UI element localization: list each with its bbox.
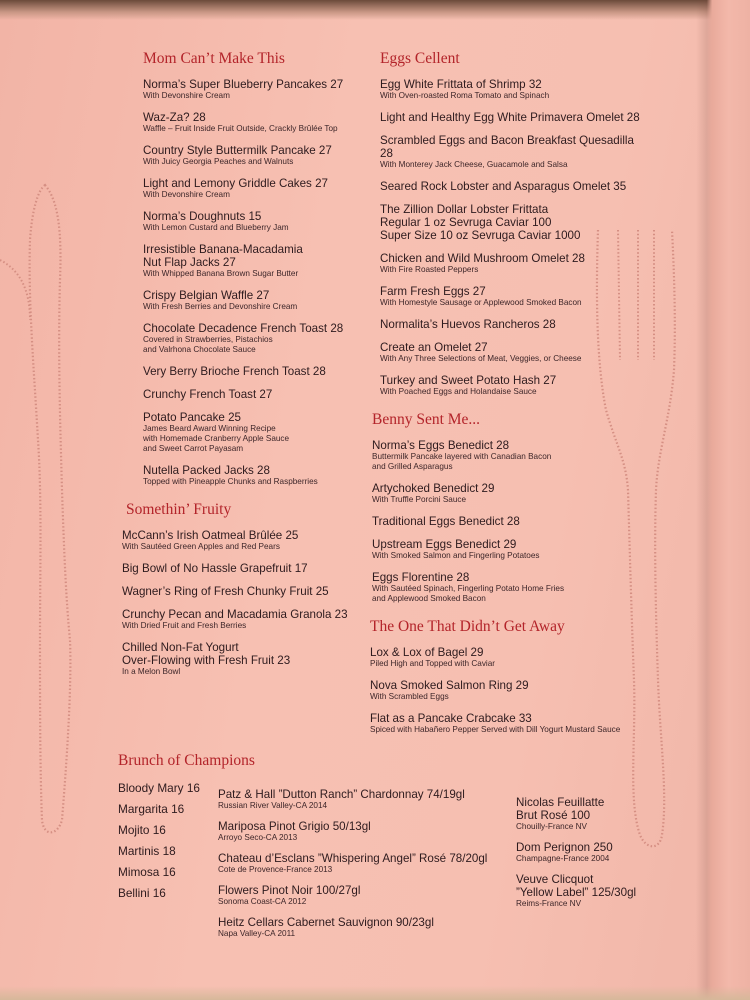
- menu-item: [143, 144, 350, 167]
- menu-item: [380, 180, 650, 193]
- menu-item-name: Scrambled Eggs and Bacon Breakfast Quesadilla 28: [380, 134, 634, 160]
- menu-item-name: Lox & Lox of Bagel 29: [370, 646, 484, 659]
- menu-item: [372, 515, 650, 528]
- menu-item-name: Norma’s Eggs Benedict 28: [372, 439, 510, 452]
- menu-item-desc: Spiced with Habañero Pepper Served with Dill Yogurt Mustard Sauce: [370, 725, 621, 734]
- menu-item: [372, 538, 650, 561]
- menu-item-desc: With Poached Eggs and Holandaise Sauce: [380, 387, 537, 396]
- menu-item-desc: With Scrambled Eggs: [370, 692, 449, 701]
- menu-item: [143, 243, 350, 279]
- menu-item-name: Norma’s Super Blueberry Pancakes 27: [143, 78, 344, 91]
- menu-list-eggs: [380, 78, 650, 397]
- menu-item-name: The Zillion Dollar Lobster Frittata Regular 1 oz Sevruga Caviar 100 Super Size 10 oz Sevruga Caviar 1000: [380, 203, 581, 242]
- section-title-champions: Brunch of Champions: [118, 752, 255, 769]
- menu-item: [122, 641, 350, 677]
- section-title-benny: Benny Sent Me...: [372, 411, 481, 428]
- section-title-away: The One That Didn’t Get Away: [370, 618, 565, 635]
- wine-name: Patz & Hall ”Dutton Ranch” Chardonnay 74/19gl: [218, 788, 465, 801]
- cocktail-item: Bloody Mary 16: [118, 781, 200, 795]
- wine-name: Flowers Pinot Noir 100/27gl: [218, 884, 361, 897]
- wine-item: [516, 796, 676, 832]
- menu-item-name: Egg White Frittata of Shrimp 32: [380, 78, 542, 91]
- menu-item: [372, 439, 650, 472]
- menu-item-name: Big Bowl of No Hassle Grapefruit 17: [122, 562, 308, 575]
- menu-item-desc: With Fire Roasted Peppers: [380, 265, 479, 274]
- menu-item-desc: With Whipped Banana Brown Sugar Butter: [143, 269, 299, 278]
- menu-item-name: Light and Healthy Egg White Primavera Omelet 28: [380, 111, 640, 124]
- page-right-fold: [696, 0, 750, 1000]
- page-bottom-edge: [0, 986, 750, 1000]
- menu-item-desc: With Monterey Jack Cheese, Guacamole and Salsa: [380, 160, 568, 169]
- menu-item: [380, 134, 650, 170]
- wine-origin: Chouilly-France NV: [516, 822, 587, 831]
- menu-item: [143, 111, 350, 134]
- cocktail-item: Mojito 16: [118, 823, 166, 837]
- menu-item: [143, 289, 350, 312]
- menu-item-desc: With Sautéed Spinach, Fingerling Potato Home Fries and Applewood Smoked Bacon: [372, 584, 565, 603]
- menu-item: [380, 285, 650, 308]
- menu-item-desc: In a Melon Bowl: [122, 667, 181, 676]
- menu-item-name: Chilled Non-Fat Yogurt Over-Flowing with Fresh Fruit 23: [122, 641, 291, 667]
- menu-item-name: Create an Omelet 27: [380, 341, 488, 354]
- menu-list-fruity: [122, 529, 350, 677]
- menu-item-desc: With Sautéed Green Apples and Red Pears: [122, 542, 280, 551]
- wine-name: Dom Perignon 250: [516, 841, 613, 854]
- cocktail-item: Margarita 16: [118, 802, 185, 816]
- menu-item-name: Upstream Eggs Benedict 29: [372, 538, 517, 551]
- menu-item-name: McCann’s Irish Oatmeal Brûlée 25: [122, 529, 299, 542]
- menu-item-desc: With Juicy Georgia Peaches and Walnuts: [143, 157, 294, 166]
- menu-item-desc: With Fresh Berries and Devonshire Cream: [143, 302, 298, 311]
- menu-item-name: Seared Rock Lobster and Asparagus Omelet 35: [380, 180, 627, 193]
- menu-item-name: Waz-Za? 28: [143, 111, 206, 124]
- wine-origin: Russian River Valley-CA 2014: [218, 801, 328, 810]
- menu-item: [122, 608, 350, 631]
- wine-origin: Champagne-France 2004: [516, 854, 610, 863]
- menu-item-name: Crispy Belgian Waffle 27: [143, 289, 270, 302]
- menu-item: [143, 177, 350, 200]
- menu-item: [380, 374, 650, 397]
- menu-item: [372, 482, 650, 505]
- cocktail-item: Bellini 16: [118, 886, 166, 900]
- menu-item: [380, 341, 650, 364]
- menu-item-name: Potato Pancake 25: [143, 411, 241, 424]
- wine-origin: Cote de Provence-France 2013: [218, 865, 333, 874]
- menu-item-name: Crunchy French Toast 27: [143, 388, 273, 401]
- menu-item-desc: With Lemon Custard and Blueberry Jam: [143, 223, 289, 232]
- menu-item: [380, 252, 650, 275]
- wine-item: [218, 884, 508, 907]
- menu-item-desc: With Devonshire Cream: [143, 91, 230, 100]
- menu-item-name: Norma’s Doughnuts 15: [143, 210, 262, 223]
- left-column: [118, 50, 350, 687]
- menu-item-name: Nutella Packed Jacks 28: [143, 464, 270, 477]
- wine-name: Chateau d’Esclans ”Whispering Angel” Rosé 78/20gl: [218, 852, 488, 865]
- menu-item-desc: Waffle – Fruit Inside Fruit Outside, Crackly Brûlée Top: [143, 124, 338, 133]
- wine-name: Mariposa Pinot Grigio 50/13gl: [218, 820, 371, 833]
- knife-icon: [0, 170, 90, 850]
- menu-item: [143, 78, 350, 101]
- menu-item: [143, 322, 350, 355]
- champagne-list: [516, 796, 676, 918]
- menu-item: [370, 712, 650, 735]
- menu-item-name: Irresistible Banana-Macadamia Nut Flap Jacks 27: [143, 243, 303, 269]
- menu-item: [143, 411, 350, 454]
- wine-origin: Arroyo Seco-CA 2013: [218, 833, 298, 842]
- wine-origin: Napa Valley-CA 2011: [218, 929, 296, 938]
- menu-item-desc: With Any Three Selections of Meat, Veggies, or Cheese: [380, 354, 582, 363]
- menu-item-name: Light and Lemony Griddle Cakes 27: [143, 177, 328, 190]
- page-top-edge: [0, 0, 750, 20]
- menu-list-away: [370, 646, 650, 735]
- menu-item-desc: Buttermilk Pancake layered with Canadian Bacon and Grilled Asparagus: [372, 452, 552, 471]
- menu-item: [370, 679, 650, 702]
- menu-item-name: Chocolate Decadence French Toast 28: [143, 322, 344, 335]
- menu-list-benny: [372, 439, 650, 604]
- wine-item: [218, 852, 508, 875]
- menu-item-name: Farm Fresh Eggs 27: [380, 285, 486, 298]
- menu-item: [380, 203, 650, 242]
- menu-item: [380, 111, 650, 124]
- wine-name: Heitz Cellars Cabernet Sauvignon 90/23gl: [218, 916, 434, 929]
- menu-item: [122, 529, 350, 552]
- menu-item-desc: James Beard Award Winning Recipe with Homemade Cranberry Apple Sauce and Sweet Carrot Payasam: [143, 424, 290, 453]
- menu-item: [370, 646, 650, 669]
- menu-list-mom: [143, 78, 350, 487]
- menu-item-name: Nova Smoked Salmon Ring 29: [370, 679, 529, 692]
- menu-item-desc: With Oven-roasted Roma Tomato and Spinach: [380, 91, 550, 100]
- menu-item: [372, 571, 650, 604]
- menu-item-name: Country Style Buttermilk Pancake 27: [143, 144, 332, 157]
- menu-item: [122, 585, 350, 598]
- wine-origin: Sonoma Coast-CA 2012: [218, 897, 307, 906]
- menu-item-name: Eggs Florentine 28: [372, 571, 470, 584]
- menu-item-desc: With Dried Fruit and Fresh Berries: [122, 621, 247, 630]
- menu-item-name: Turkey and Sweet Potato Hash 27: [380, 374, 557, 387]
- menu-item-name: Traditional Eggs Benedict 28: [372, 515, 520, 528]
- wine-name: Veuve Clicquot ”Yellow Label” 125/30gl: [516, 873, 637, 899]
- menu-item-name: Very Berry Brioche French Toast 28: [143, 365, 326, 378]
- menu-item-name: Wagner’s Ring of Fresh Chunky Fruit 25: [122, 585, 329, 598]
- menu-item-desc: With Devonshire Cream: [143, 190, 230, 199]
- menu-item-desc: Topped with Pineapple Chunks and Raspberries: [143, 477, 318, 486]
- wine-item: [516, 873, 676, 909]
- wine-item: [218, 788, 508, 811]
- right-column: [370, 50, 650, 745]
- cocktail-list: [118, 782, 213, 908]
- menu-item-name: Flat as a Pancake Crabcake 33: [370, 712, 532, 725]
- wine-item: [218, 820, 508, 843]
- menu-item-name: Normalita’s Huevos Rancheros 28: [380, 318, 556, 331]
- menu-item-desc: Covered in Strawberries, Pistachios and Valrhona Chocolate Sauce: [143, 335, 273, 354]
- menu-item-desc: Piled High and Topped with Caviar: [370, 659, 496, 668]
- wine-item: [218, 916, 508, 939]
- menu-item: [143, 464, 350, 487]
- cocktail-item: Mimosa 16: [118, 865, 176, 879]
- section-title-fruity: Somethin’ Fruity: [126, 501, 232, 518]
- menu-item-name: Artychoked Benedict 29: [372, 482, 495, 495]
- menu-item: [122, 562, 350, 575]
- cocktail-item: Martinis 18: [118, 844, 176, 858]
- section-title-mom: Mom Can’t Make This: [143, 50, 285, 67]
- menu-item: [380, 318, 650, 331]
- menu-item: [143, 210, 350, 233]
- menu-item-desc: With Homestyle Sausage or Applewood Smoked Bacon: [380, 298, 582, 307]
- menu-item-desc: With Truffle Porcini Sauce: [372, 495, 467, 504]
- menu-item: [380, 78, 650, 101]
- menu-item: [143, 388, 350, 401]
- menu-item-desc: With Smoked Salmon and Fingerling Potatoes: [372, 551, 540, 560]
- wine-item: [516, 841, 676, 864]
- wine-list: [218, 788, 508, 948]
- menu-item-name: Crunchy Pecan and Macadamia Granola 23: [122, 608, 348, 621]
- menu-item: [143, 365, 350, 378]
- drinks-section: [118, 752, 678, 938]
- menu-item-name: Chicken and Wild Mushroom Omelet 28: [380, 252, 585, 265]
- wine-origin: Reims-France NV: [516, 899, 582, 908]
- section-title-eggs: Eggs Cellent: [380, 50, 460, 67]
- wine-name: Nicolas Feuillatte Brut Rosé 100: [516, 796, 605, 822]
